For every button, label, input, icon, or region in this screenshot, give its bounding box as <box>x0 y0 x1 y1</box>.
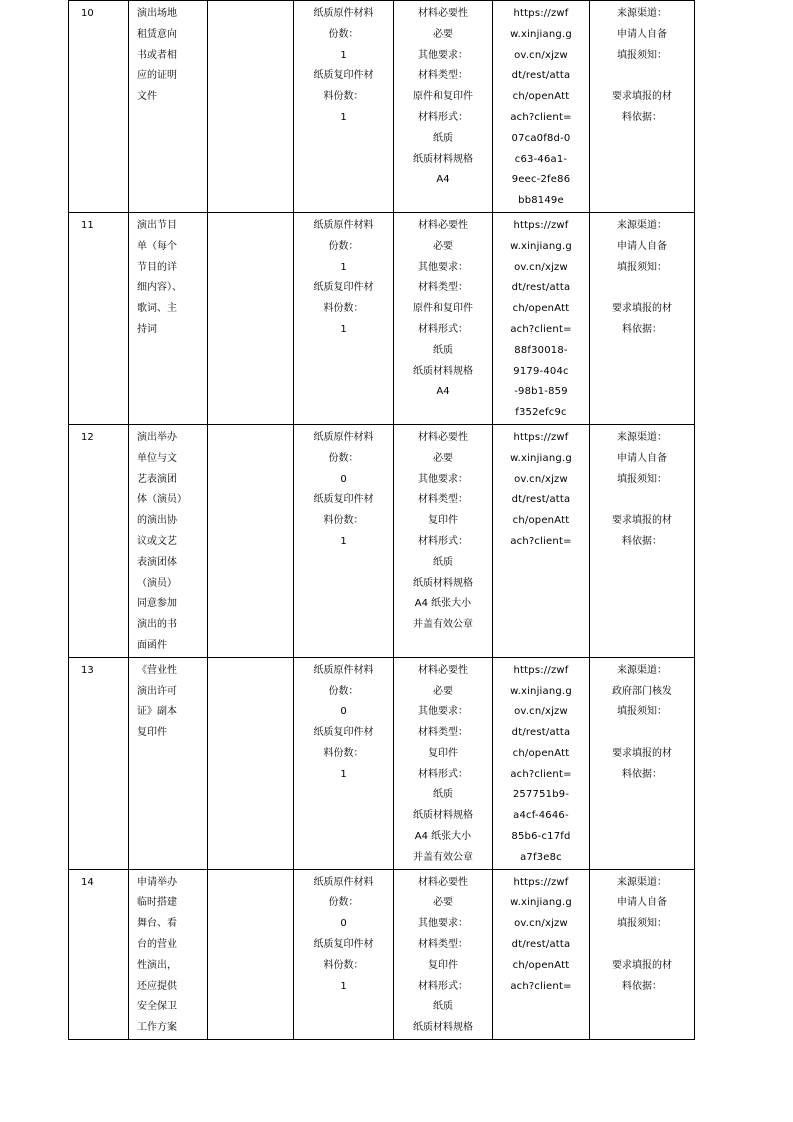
attachment-link[interactable]: https://zwf w.xinjiang.g ov.cn/xjzw dt/rest/atta ch/openAtt ach?client= 07ca0f8d-0 c63-46a1- 9eec-2fe86 bb8149e <box>510 8 572 207</box>
row-number: 14 <box>81 876 94 888</box>
row-number: 10 <box>81 8 94 19</box>
material-requirements: 材料必要性 必要 其他要求： 材料类型： 复印件 材料形式： 纸质 纸质材料规格 A4 纸张大小 并盖有效公章 <box>413 664 473 863</box>
empty-cell <box>208 212 294 424</box>
material-source: 来源渠道： 申请人自备 填报须知： 要求填报的材 料依据： <box>612 876 672 992</box>
material-count: 纸质原件材料 份数： 0 纸质复印件材 料份数： 1 <box>313 431 374 547</box>
material-requirements: 材料必要性 必要 其他要求： 材料类型： 复印件 材料形式： 纸质 纸质材料规格 <box>413 876 473 1034</box>
table-row <box>69 424 695 657</box>
material-count: 纸质原件材料 份数： 0 纸质复印件材 料份数： 1 <box>313 876 374 992</box>
material-name: 申请举办 临时搭建 舞台、看 台的营业 性演出， 还应提供 安全保卫 工作方案 <box>137 876 177 1034</box>
empty-cell <box>208 1 294 213</box>
material-requirements: 材料必要性 必要 其他要求： 材料类型： 原件和复印件 材料形式： 纸质 纸质材料规格 A4 <box>413 219 473 398</box>
table-row <box>69 1 695 213</box>
material-name: 演出举办 单位与文 艺表演团 体（演员） 的演出协 议或文艺 表演团体 （演员） 同意参加 演出的书 面函件 <box>137 431 187 651</box>
attachment-link[interactable]: https://zwf w.xinjiang.g ov.cn/xjzw dt/rest/atta ch/openAtt ach?client= <box>510 431 572 547</box>
material-source: 来源渠道： 申请人自备 填报须知： 要求填报的材 料依据： <box>612 431 672 547</box>
table-row <box>69 869 695 1039</box>
material-source: 来源渠道： 申请人自备 填报须知： 要求填报的材 料依据： <box>612 219 672 335</box>
material-name: 《营业性 演出许可 证》副本 复印件 <box>137 664 177 739</box>
row-number: 11 <box>81 219 94 231</box>
material-requirements: 材料必要性 必要 其他要求： 材料类型： 原件和复印件 材料形式： 纸质 纸质材料规格 A4 <box>413 8 473 186</box>
material-count: 纸质原件材料 份数： 1 纸质复印件材 料份数： 1 <box>313 219 374 335</box>
attachment-link[interactable]: https://zwf w.xinjiang.g ov.cn/xjzw dt/rest/atta ch/openAtt ach?client= 257751b9- a4cf-4646- 85b6-c17fd a7f3e8c <box>510 664 572 863</box>
material-count: 纸质原件材料 份数： 0 纸质复印件材 料份数： 1 <box>313 664 374 780</box>
empty-cell <box>208 424 294 657</box>
material-requirements: 材料必要性 必要 其他要求： 材料类型： 复印件 材料形式： 纸质 纸质材料规格 A4 纸张大小 并盖有效公章 <box>413 431 473 631</box>
material-source: 来源渠道： 政府部门核发 填报须知： 要求填报的材 料依据： <box>612 664 672 780</box>
material-name: 演出节目 单（每个 节目的详 细内容）、 歌词、主 持词 <box>137 219 182 335</box>
attachment-link[interactable]: https://zwf w.xinjiang.g ov.cn/xjzw dt/rest/atta ch/openAtt ach?client= 88f30018- 9179-404c -98b1-859 f352efc9c <box>510 219 572 419</box>
row-number: 13 <box>81 664 94 676</box>
empty-cell <box>208 657 294 869</box>
table-row <box>69 657 695 869</box>
empty-cell <box>208 869 294 1039</box>
material-source: 来源渠道： 申请人自备 填报须知： 要求填报的材 料依据： <box>612 8 672 123</box>
table-row <box>69 212 695 424</box>
materials-table <box>68 0 695 1040</box>
material-name: 演出场地 租赁意向 书或者相 应的证明 文件 <box>137 8 177 103</box>
material-count: 纸质原件材料 份数： 1 纸质复印件材 料份数： 1 <box>313 8 374 123</box>
attachment-link[interactable]: https://zwf w.xinjiang.g ov.cn/xjzw dt/rest/atta ch/openAtt ach?client= <box>510 876 572 992</box>
row-number: 12 <box>81 431 94 443</box>
